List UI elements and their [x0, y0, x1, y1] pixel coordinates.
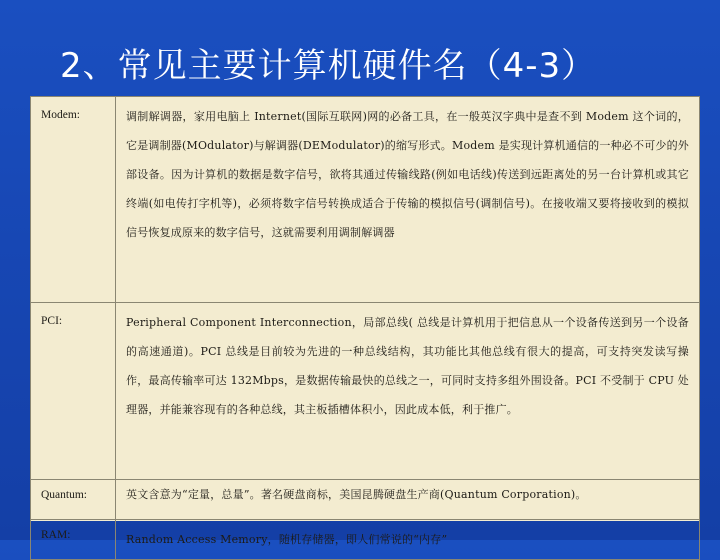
term-cell-pci: PCI: [31, 303, 116, 480]
description-cell-pci: Peripheral Component Interconnection，局部总线( 总线是计算机用于把信息从一个设备传送到另一个设备的高速通道)。PCI 总线是目前较为先进的一种总线结构，其功能比其他总线有很大的提高，可支持突发读写操作，最高传输率可达 132Mbps，是数据传输最快的总线之一，可同时支持多组外围设备。PCI 不受制于 CPU 处理器，并能兼容现有的各种总线，其主板插槽体积小，因此成本低，利于推广。 [116, 303, 700, 480]
table-row [31, 97, 700, 303]
description-cell-quantum: 英文含意为“定量，总量”。著名硬盘商标，美国昆腾硬盘生产商(Quantum Corporation)。 [116, 480, 700, 520]
description-cell-modem: 调制解调器，家用电脑上 Internet(国际互联网)网的必备工具，在一般英汉字典中是查不到 Modem 这个词的，它是调制器(MOdulator)与解调器(DEModulator)的缩写形式。Modem 是实现计算机通信的一种必不可少的外部设备。因为计算机的数据是数字信号，欲将其通过传输线路(例如电话线)传送到远距离处的另一台计算机或其它终端(如电传打字机等)，必须将数字信号转换成适合于传输的模拟信号(调制信号)。在接收端又要将接收到的模拟信号恢复成原来的数字信号，这就需要利用调制解调器 [116, 97, 700, 303]
slide-title: 2、常见主要计算机硬件名（4-3） [60, 46, 597, 86]
table-row [31, 480, 700, 520]
table-row [31, 303, 700, 480]
term-cell-quantum: Quantum: [31, 480, 116, 520]
term-cell-ram: RAM: [31, 520, 116, 560]
description-cell-ram: Random Access Memory，随机存储器，即人们常说的“内存” [116, 520, 700, 560]
term-cell-modem: Modem: [31, 97, 116, 303]
hardware-terms-table [30, 96, 700, 546]
